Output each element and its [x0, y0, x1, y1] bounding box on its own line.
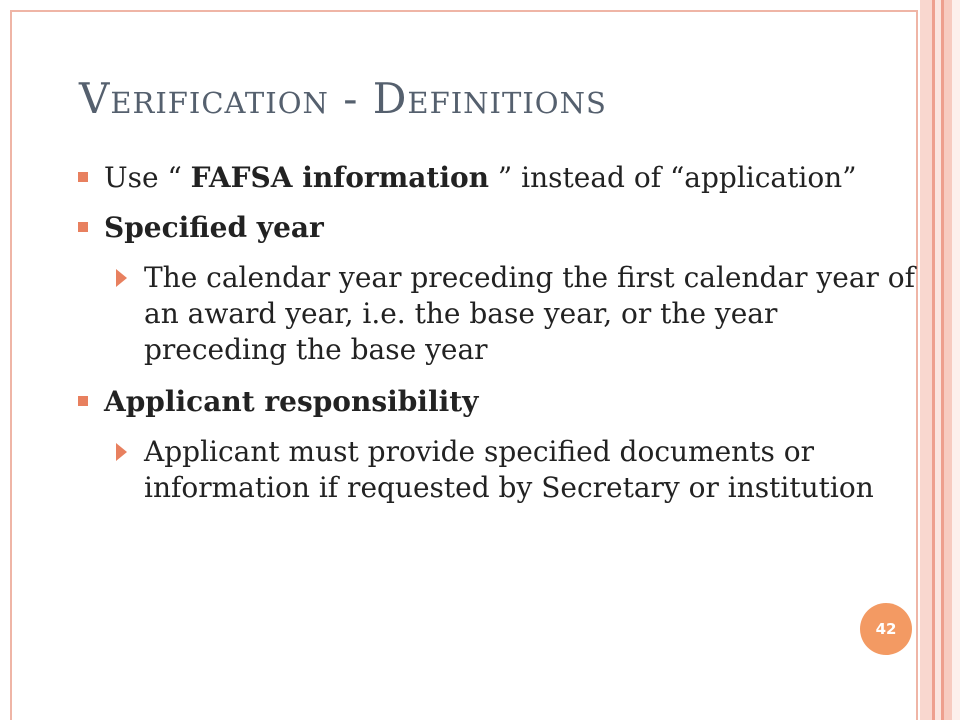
bullet-item — [78, 160, 918, 196]
bullet-text-suffix: ” instead of “application” — [489, 161, 857, 194]
square-bullet-icon — [78, 396, 88, 406]
sub-bullet-text: The calendar year preceding the first calendar year of an award year, i.e. the base year, or the year preceding the base year — [144, 261, 916, 366]
square-bullet-icon — [78, 222, 88, 232]
bullet-text-bold: FAFSA information — [190, 161, 490, 194]
bullet-text-bold: Applicant responsibility — [104, 385, 479, 418]
triangle-bullet-icon — [116, 443, 127, 461]
bullet-list — [78, 160, 918, 522]
bullet-item — [78, 210, 918, 246]
slide-title: Verification - Definitions — [79, 74, 607, 123]
slide-border-top — [10, 10, 918, 12]
bullet-item — [78, 384, 918, 420]
bullet-text-prefix: Use “ — [104, 161, 191, 194]
page-number-badge: 42 — [860, 603, 912, 655]
square-bullet-icon — [78, 172, 88, 182]
sub-bullet-item — [116, 260, 916, 368]
sub-bullet-item — [116, 434, 916, 506]
sub-bullet-text: Applicant must provide specified documents or information if requested by Secretary or institution — [144, 435, 874, 504]
decorative-stripe — [952, 0, 960, 720]
triangle-bullet-icon — [116, 269, 127, 287]
decorative-stripe — [920, 0, 932, 720]
bullet-text-bold: Specified year — [104, 211, 324, 244]
decorative-stripe — [944, 0, 952, 720]
slide-border-left — [10, 10, 12, 720]
